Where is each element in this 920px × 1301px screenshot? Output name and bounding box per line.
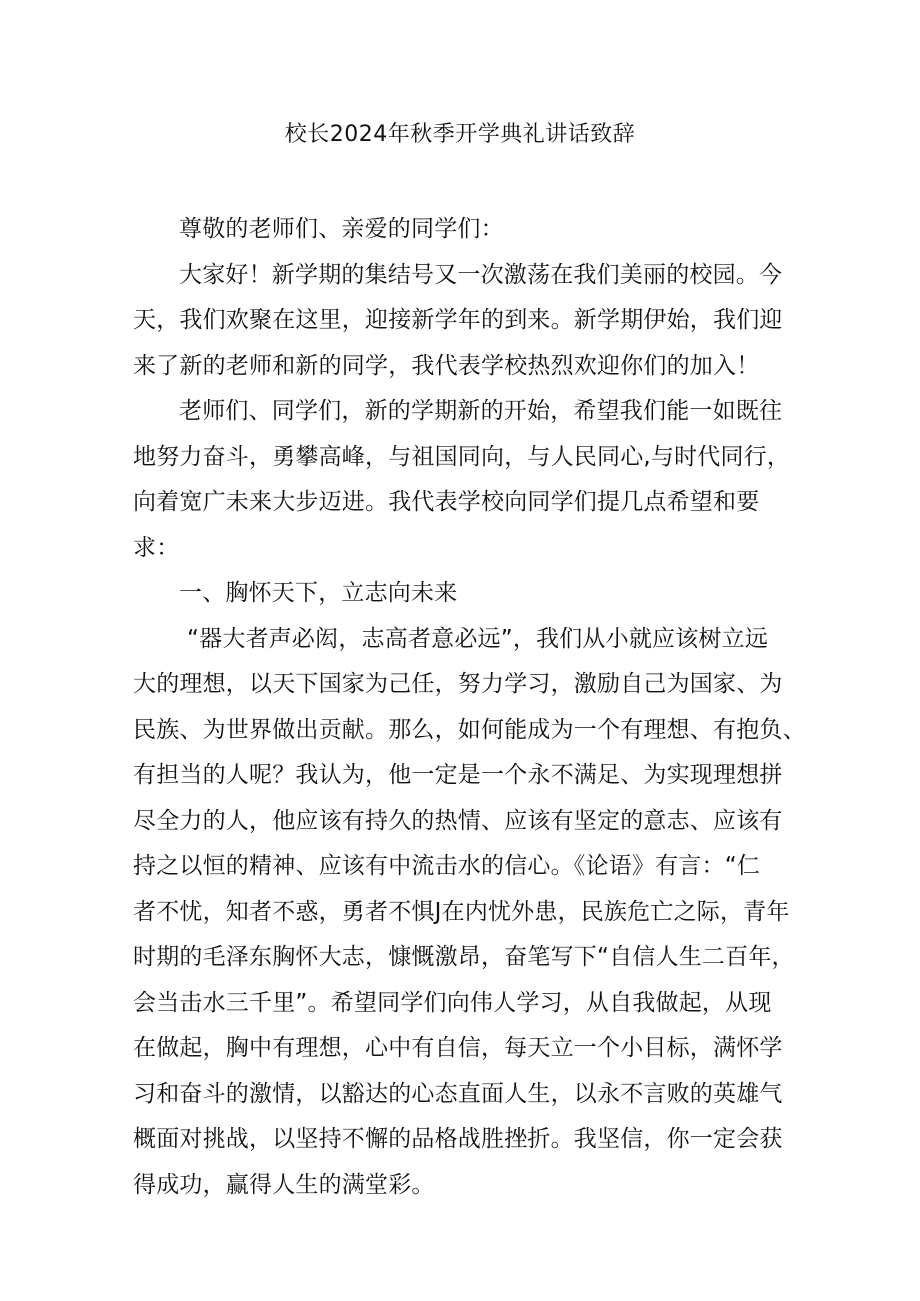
- paragraph-line: 得成功，赢得人生的满堂彩。: [133, 1171, 435, 1198]
- paragraph-line: 持之以恒的精神、应该有中流击水的信心。《论语》有言：“仁: [133, 853, 761, 879]
- paragraph-line: 会当击水三千里”。希望同学们向伟人学习，从自我做起，从现: [133, 989, 772, 1016]
- paragraph-line: 向着宽广未来大步迈进。我代表学校向同学们提几点希望和要: [133, 489, 760, 515]
- paragraph-line: 老师们、同学们，新的学期新的开始，希望我们能一如既往: [179, 398, 783, 424]
- salutation-line: 尊敬的老师们、亲爱的同学们：: [179, 216, 504, 242]
- paragraph-line: 习和奋斗的激情，以豁达的心态直面人生，以永不言败的英雄气: [133, 1080, 783, 1107]
- paragraph-line: 求：: [133, 534, 180, 561]
- paragraph-line: 尽全力的人，他应该有持久的热情、应该有坚定的意志、应该有: [133, 807, 783, 834]
- paragraph-line: 大家好！新学期的集结号又一次激荡在我们美丽的校园。今: [179, 261, 783, 288]
- document-body: [133, 207, 806, 1208]
- paragraph-line: 地努力奋斗，勇攀高峰，与祖国同向，与人民同心,与时代同行，: [133, 443, 791, 470]
- paragraph-line: 天，我们欢聚在这里，迎接新学年的到来。新学期伊始，我们迎: [133, 307, 783, 333]
- paragraph-line: 来了新的老师和新的同学，我代表学校热烈欢迎你们的加入！: [133, 352, 760, 379]
- paragraph-line: 有担当的人呢？我认为，他一定是一个永不满足、为实现理想拼: [133, 762, 783, 788]
- paragraph-line: 时期的毛泽东胸怀大志，慷慨激昂，奋笔写下“自信人生二百年，: [133, 944, 795, 970]
- section-heading: 一、胸怀天下，立志向未来: [179, 580, 458, 606]
- paragraph-line: 者不忧，知者不惑，勇者不惧J在内忧外患，民族危亡之际，青年: [133, 898, 790, 925]
- paragraph-line: 大的理想，以天下国家为己任，努力学习，激励自己为国家、为: [133, 671, 783, 697]
- paragraph-line: “器大者声必闳，志高者意必远”，我们从小就应该树立远: [187, 625, 769, 652]
- paragraph-line: 概面对挑战，以坚持不懈的品格战胜挫折。我坚信，你一定会获: [133, 1126, 783, 1152]
- paragraph-line: 在做起，胸中有理想，心中有自信，每天立一个小目标，满怀学: [133, 1035, 783, 1061]
- document-title: 校长2024年秋季开学典礼讲话致辞: [284, 122, 636, 147]
- paragraph-line: 民族、为世界做出贡献。那么，如何能成为一个有理想、有抱负、: [133, 716, 806, 743]
